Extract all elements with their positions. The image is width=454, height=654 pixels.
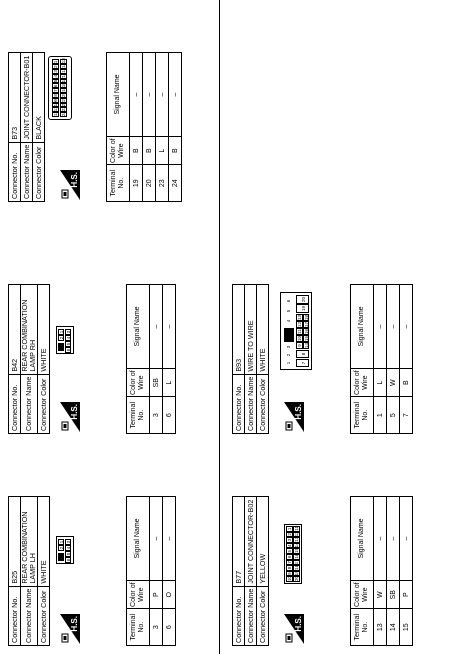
wire-color-cell: SB <box>150 368 163 396</box>
pin-13: 13 <box>294 536 299 542</box>
pin-3: 3 <box>66 330 71 334</box>
connector-header <box>8 284 50 434</box>
table-row <box>387 285 400 434</box>
connector-name-value: WIRE TO WIRE <box>245 285 257 375</box>
pin-12: 12 <box>53 110 58 116</box>
pin-15: 15 <box>61 67 66 73</box>
pin-17: 17 <box>294 559 299 565</box>
pin-11: 11 <box>294 525 299 531</box>
pin-1: 1 <box>59 540 64 544</box>
pin-17: 17 <box>303 321 309 327</box>
table-row <box>400 497 413 646</box>
pin-9: 9 <box>287 572 292 575</box>
connector-no-label: Connector No. <box>9 586 21 645</box>
pin-16: 16 <box>303 328 309 334</box>
pin-12: 12 <box>294 531 299 537</box>
connector-header <box>232 496 269 646</box>
table-row <box>163 497 176 646</box>
connector-no-value: B93 <box>233 285 245 375</box>
signal-name-cell: – <box>169 53 182 137</box>
wire-color-cell: O <box>163 580 176 608</box>
table-row <box>169 53 182 202</box>
wire-color-header: Color of Wire <box>127 580 150 608</box>
pin-6: 6 <box>66 348 71 352</box>
connector-no-label: Connector No. <box>233 374 245 433</box>
connector-name-value: JOINT CONNECTOR-B02 <box>245 497 257 587</box>
connector-color-value: WHITE <box>38 497 50 587</box>
pin-1: 1 <box>53 60 58 64</box>
pin-1: 1 <box>59 330 64 334</box>
terminal-cell: 3 <box>150 397 163 434</box>
connector-no-label: Connector No. <box>233 586 245 645</box>
wire-color-header: Color of Wire <box>127 368 150 396</box>
pin-19: 19 <box>294 570 299 576</box>
table-row <box>387 497 400 646</box>
wire-color-cell: B <box>169 136 182 164</box>
pin-10: 10 <box>53 101 58 107</box>
wire-color-cell: B <box>400 368 413 396</box>
pin-5: 5 <box>287 549 292 553</box>
table-row <box>150 497 163 646</box>
connector-color-label: Connector Color <box>38 374 50 433</box>
hs-label: H.S. <box>294 616 303 632</box>
terminal-no-header: Terminal No. <box>351 397 374 434</box>
table-row <box>163 285 176 434</box>
pin-14: 14 <box>303 342 309 348</box>
connector-name-label: Connector Name <box>245 374 257 433</box>
connector-name-label: Connector Name <box>21 586 38 645</box>
connector-header <box>8 496 50 646</box>
connector-latch <box>284 328 294 342</box>
connector-color-label: Connector Color <box>257 374 269 433</box>
pin-2: 2 <box>286 353 291 357</box>
terminal-table <box>350 496 413 646</box>
pin-21: 21 <box>61 96 66 102</box>
pin-5: 5 <box>66 342 71 346</box>
wire-color-header: Color of Wire <box>351 368 374 396</box>
pin-7: 7 <box>287 561 292 564</box>
connector-no-value: B42 <box>9 285 21 375</box>
pin-20: 20 <box>294 575 299 581</box>
pin-16: 16 <box>61 72 66 78</box>
pin-6: 6 <box>287 555 292 559</box>
pin-12: 12 <box>297 321 302 327</box>
pin-10: 10 <box>297 335 302 341</box>
table-row <box>130 53 143 202</box>
terminal-cell: 5 <box>387 397 400 434</box>
table-row <box>143 53 156 202</box>
pin-22: 22 <box>61 101 66 107</box>
terminal-cell: 6 <box>163 609 176 646</box>
pin-11: 11 <box>297 329 302 334</box>
pin-16: 16 <box>294 553 299 559</box>
terminal-table <box>106 52 182 202</box>
hs-mark <box>60 614 80 644</box>
section-divider <box>219 0 220 654</box>
table-row <box>150 285 163 434</box>
pin-13: 13 <box>61 58 66 64</box>
signal-name-cell: – <box>143 53 156 137</box>
pin-10: 10 <box>287 575 292 581</box>
pin-3: 3 <box>66 540 71 544</box>
terminal-table <box>126 496 176 646</box>
connector-face <box>284 524 302 584</box>
connector-icon <box>61 421 69 431</box>
terminal-table <box>350 284 413 434</box>
pin-19: 19 <box>296 304 309 313</box>
wire-color-cell: B <box>143 136 156 164</box>
signal-name-cell: – <box>150 285 163 369</box>
connector-header <box>8 52 45 202</box>
wire-color-cell: L <box>163 368 176 396</box>
connector-face <box>48 56 72 120</box>
connector-color-value: WHITE <box>38 285 50 375</box>
connector-name-value: REAR COMBINATION LAMP LH <box>21 497 38 587</box>
pin-3: 3 <box>287 538 292 542</box>
table-row <box>374 285 387 434</box>
wire-color-cell: W <box>374 580 387 608</box>
terminal-cell: 19 <box>130 165 143 202</box>
pin-14: 14 <box>294 542 299 548</box>
pin-14: 14 <box>61 62 66 68</box>
pin-6: 6 <box>286 299 291 303</box>
connector-no-value: B77 <box>233 497 245 587</box>
signal-name-cell: – <box>374 497 387 581</box>
terminal-cell: 14 <box>387 609 400 646</box>
connector-color-label: Connector Color <box>33 142 45 201</box>
signal-name-cell: – <box>400 285 413 369</box>
connector-latch <box>58 343 64 351</box>
connector-name-label: Connector Name <box>21 142 33 201</box>
signal-name-cell: – <box>163 497 176 581</box>
connector-name-label: Connector Name <box>245 586 257 645</box>
wire-color-cell: L <box>374 368 387 396</box>
pin-5: 5 <box>53 79 58 83</box>
wire-color-cell: P <box>400 580 413 608</box>
pin-6: 6 <box>53 84 58 88</box>
pin-20: 20 <box>61 91 66 97</box>
table-row <box>156 53 169 202</box>
signal-name-cell: – <box>156 53 169 137</box>
signal-name-cell: – <box>374 285 387 369</box>
pin-2: 2 <box>59 336 64 340</box>
connector-color-value: BLACK <box>33 53 45 143</box>
connector-icon <box>285 633 293 643</box>
hs-label: H.S. <box>294 404 303 420</box>
terminal-cell: 7 <box>400 397 413 434</box>
hs-mark <box>284 614 304 644</box>
pin-18: 18 <box>294 564 299 570</box>
terminal-cell: 13 <box>374 609 387 646</box>
pin-15: 15 <box>303 335 309 341</box>
wire-color-cell: SB <box>387 580 400 608</box>
wire-color-cell: L <box>156 136 169 164</box>
pin-17: 17 <box>61 77 66 83</box>
pin-5: 5 <box>286 309 291 313</box>
wire-color-cell: W <box>387 368 400 396</box>
pin-18: 18 <box>61 82 66 88</box>
terminal-cell: 23 <box>156 165 169 202</box>
connector-face <box>56 536 74 564</box>
signal-name-header: Signal Name <box>127 285 150 369</box>
pin-7: 7 <box>296 359 309 367</box>
signal-name-cell: – <box>387 497 400 581</box>
connector-color-label: Connector Color <box>38 586 50 645</box>
pin-23: 23 <box>61 106 66 112</box>
pin-8: 8 <box>53 94 58 97</box>
pin-2: 2 <box>287 533 292 536</box>
connector-no-label: Connector No. <box>9 142 21 201</box>
hs-mark <box>60 170 80 200</box>
terminal-no-header: Terminal No. <box>351 609 374 646</box>
connector-no-value: B25 <box>9 497 21 587</box>
signal-name-cell: – <box>130 53 143 137</box>
signal-name-header: Signal Name <box>107 53 130 137</box>
pin-11: 11 <box>53 106 58 112</box>
signal-name-header: Signal Name <box>127 497 150 581</box>
terminal-no-header: Terminal No. <box>107 165 130 202</box>
pin-18: 18 <box>303 314 309 320</box>
pin-9: 9 <box>53 98 58 102</box>
hs-label: H.S. <box>70 172 79 188</box>
connector-color-value: YELLOW <box>257 497 269 587</box>
terminal-cell: 20 <box>143 165 156 202</box>
pin-20: 20 <box>296 295 309 304</box>
connector-icon <box>285 421 293 431</box>
pin-4: 4 <box>286 319 291 323</box>
signal-name-header: Signal Name <box>351 285 374 369</box>
connector-color-label: Connector Color <box>257 586 269 645</box>
connector-name-value: REAR COMBINATION LAMP RH <box>21 285 38 375</box>
wire-color-header: Color of Wire <box>107 136 130 164</box>
pin-4: 4 <box>287 544 292 547</box>
pin-4: 4 <box>66 546 71 550</box>
pin-15: 15 <box>294 547 299 553</box>
hs-mark <box>60 402 80 432</box>
pin-4: 4 <box>66 336 71 340</box>
connector-name-value: JOINT CONNECTOR-B01 <box>21 53 33 143</box>
terminal-no-header: Terminal No. <box>127 609 150 646</box>
terminal-no-header: Terminal No. <box>127 397 150 434</box>
connector-no-label: Connector No. <box>9 374 21 433</box>
table-row <box>374 497 387 646</box>
terminal-table <box>126 284 176 434</box>
signal-name-cell: – <box>387 285 400 369</box>
pin-8: 8 <box>296 350 309 358</box>
connector-icon <box>61 633 69 643</box>
signal-name-header: Signal Name <box>351 497 374 581</box>
pin-7: 7 <box>53 89 58 92</box>
terminal-cell: 1 <box>374 397 387 434</box>
connector-face <box>280 292 312 370</box>
wire-color-cell: B <box>130 136 143 164</box>
terminal-cell: 6 <box>163 397 176 434</box>
wire-color-header: Color of Wire <box>351 580 374 608</box>
pin-19: 19 <box>61 86 66 92</box>
table-row <box>400 285 413 434</box>
pin-3: 3 <box>286 345 291 349</box>
signal-name-cell: – <box>150 497 163 581</box>
hs-label: H.S. <box>70 404 79 420</box>
pin-1: 1 <box>286 361 291 365</box>
pin-1: 1 <box>287 527 292 531</box>
signal-name-cell: – <box>400 497 413 581</box>
connector-header <box>232 284 269 434</box>
connector-icon <box>61 189 69 199</box>
pin-3: 3 <box>53 70 58 73</box>
terminal-cell: 15 <box>400 609 413 646</box>
pin-4: 4 <box>53 74 58 78</box>
pin-8: 8 <box>287 566 292 570</box>
pin-24: 24 <box>61 110 66 116</box>
pin-2: 2 <box>53 65 58 68</box>
pin-5: 5 <box>66 552 71 556</box>
terminal-cell: 24 <box>169 165 182 202</box>
connector-color-value: WHITE <box>257 285 269 375</box>
pin-2: 2 <box>59 546 64 550</box>
connector-face <box>56 326 74 354</box>
hs-mark <box>284 402 304 432</box>
pin-9: 9 <box>296 342 303 349</box>
pin-6: 6 <box>66 558 71 562</box>
wire-color-cell: P <box>150 580 163 608</box>
connector-latch <box>58 553 64 561</box>
connector-no-value: B73 <box>9 53 21 143</box>
connector-name-label: Connector Name <box>21 374 38 433</box>
signal-name-cell: – <box>163 285 176 369</box>
terminal-cell: 3 <box>150 609 163 646</box>
hs-label: H.S. <box>70 616 79 632</box>
pin-13: 13 <box>297 314 302 320</box>
